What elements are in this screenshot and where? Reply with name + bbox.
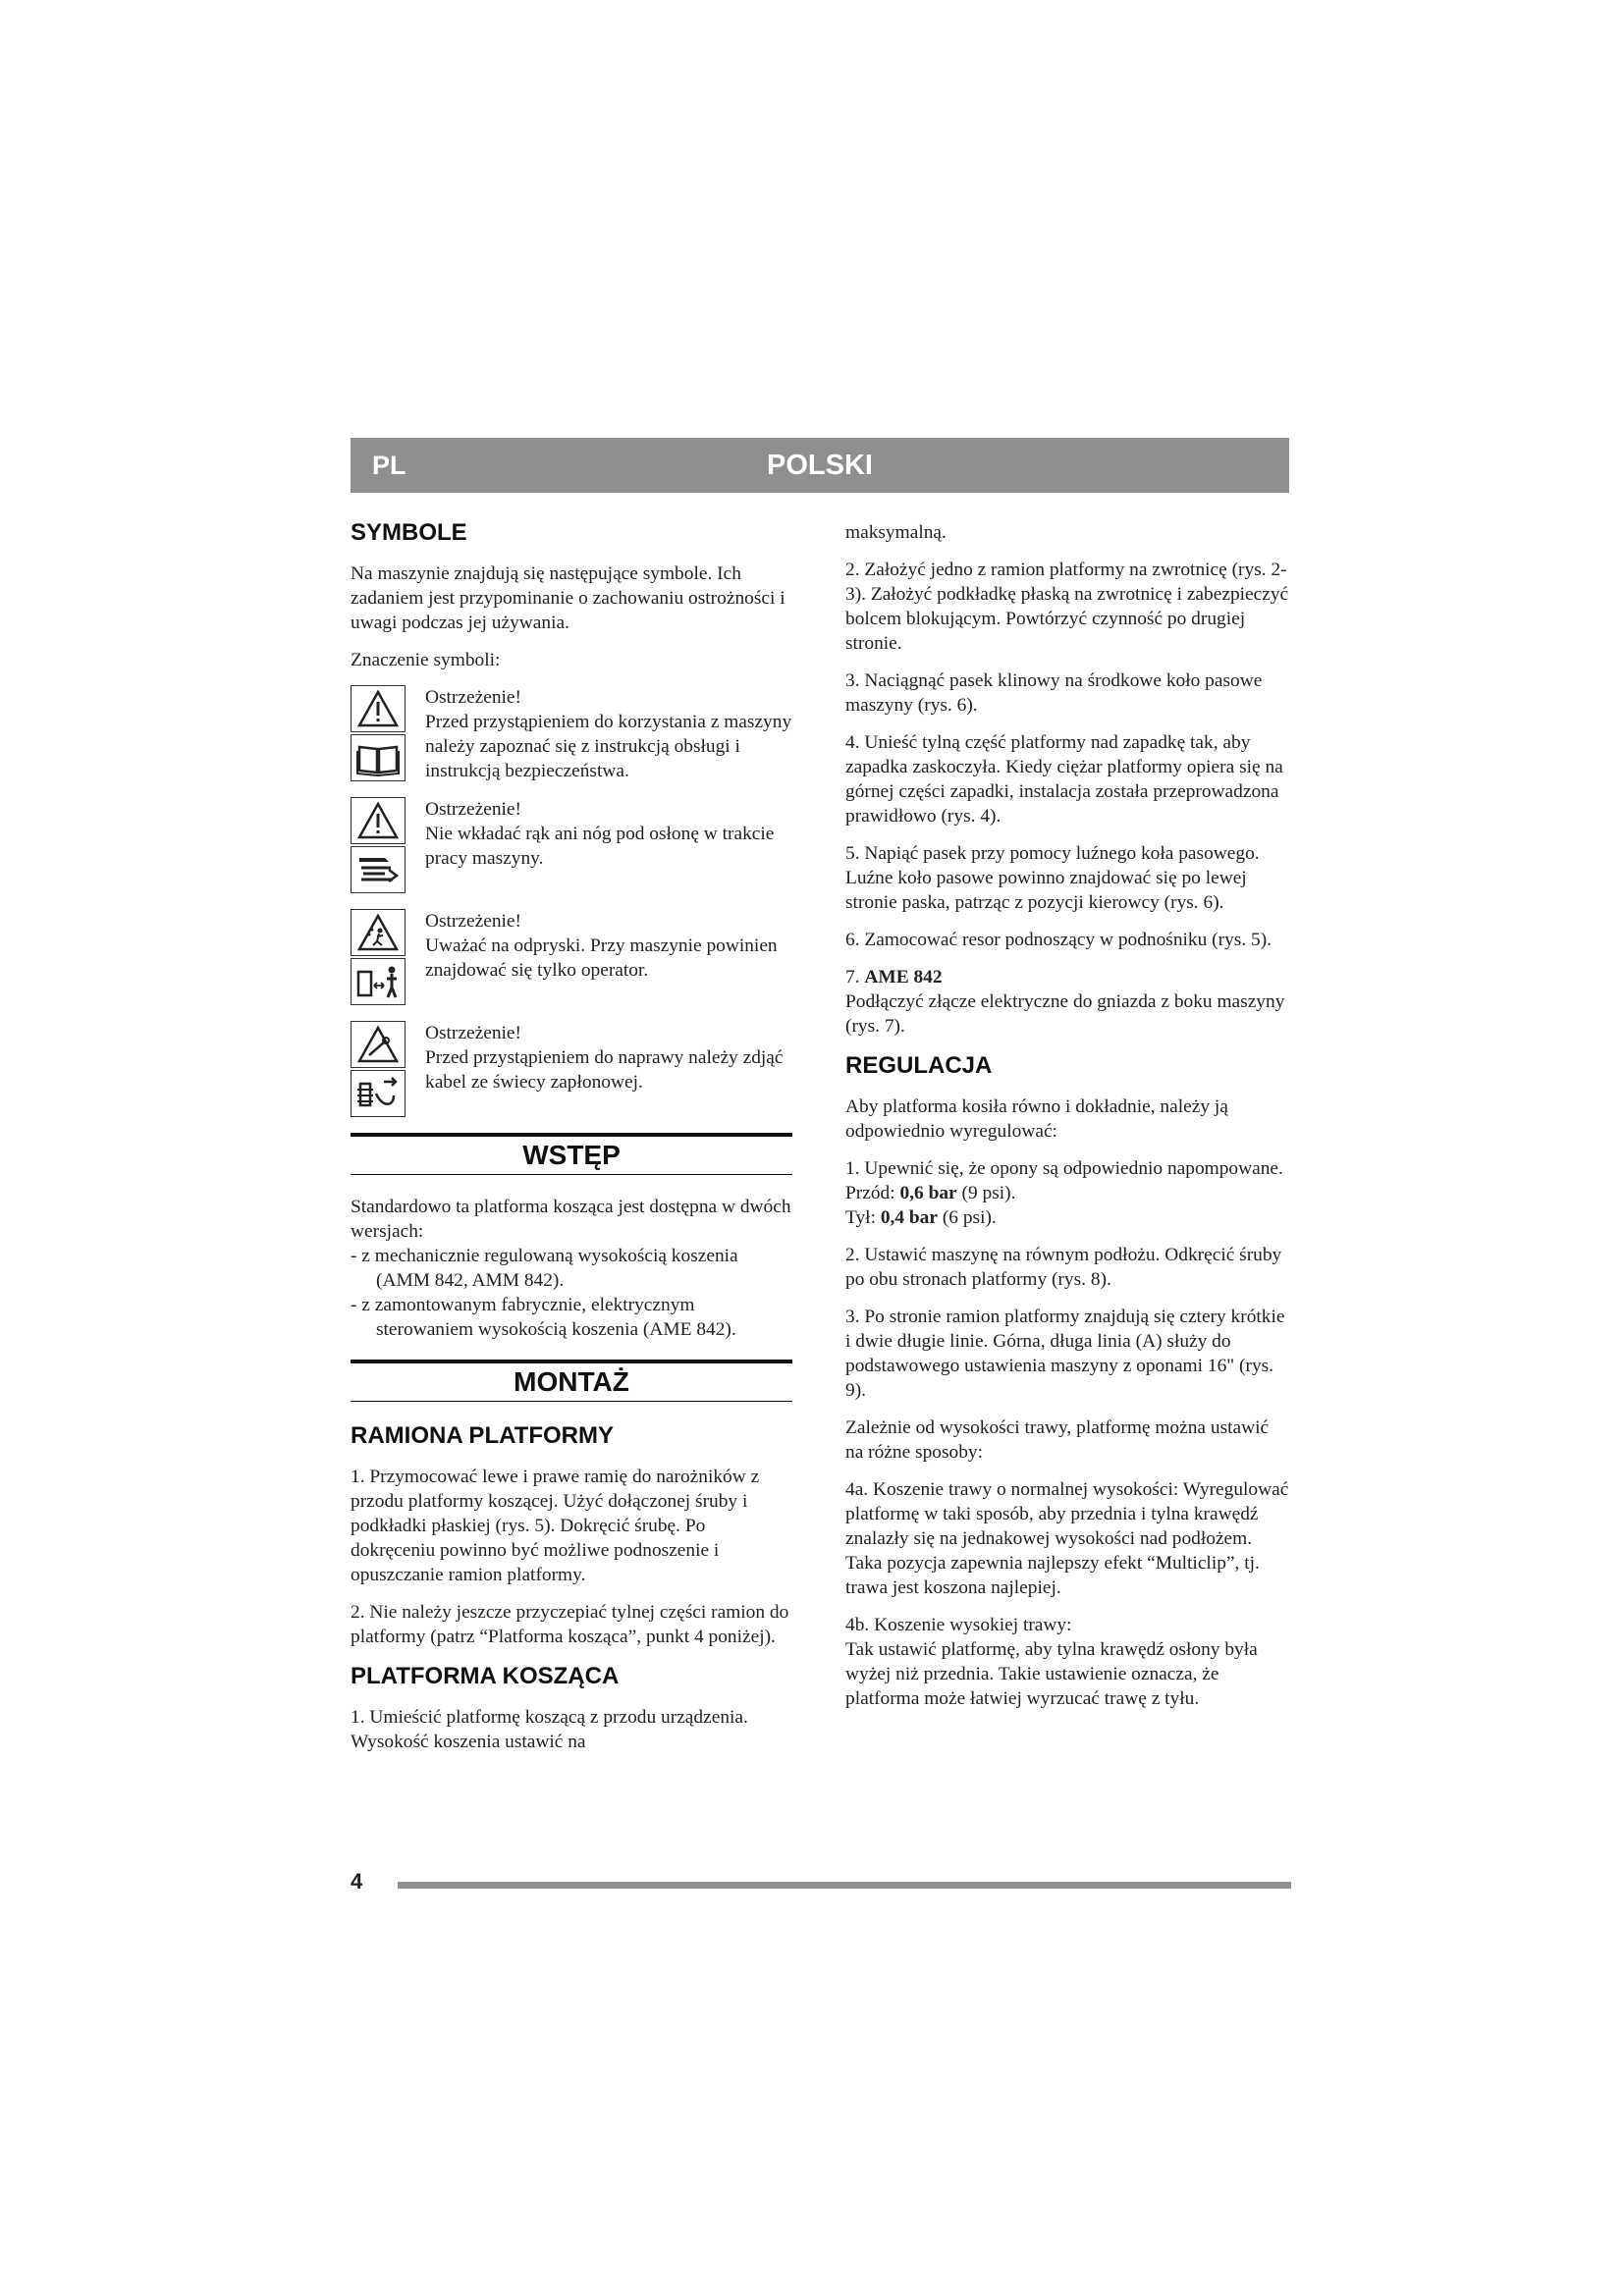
warning-triangle-icon xyxy=(351,685,406,732)
ramiona-heading: RAMIONA PLATFORMY xyxy=(351,1422,614,1449)
ramiona-paragraph: 1. Przymocować lewe i prawe ramię do narożników z przodu platformy koszącej. Użyć dołączonej śruby i podkładki płaskiej (rys. 5). Dokręcić śrubę. Po dokręceniu powinno być możliwe podnoszenie i opuszczanie ramion platformy. xyxy=(351,1467,760,1585)
wstep-item-2: - z zamontowanym fabrycznie, elektrycznym sterowaniem wysokością koszenia (AME 842). xyxy=(351,1295,736,1340)
front-psi: (9 psi). xyxy=(956,1183,1016,1203)
spark-plug-icon xyxy=(351,1070,406,1117)
front-pressure: 0,6 bar xyxy=(899,1183,957,1203)
symbole-heading: SYMBOLE xyxy=(351,519,467,546)
wstep-intro: Standardowo ta platforma kosząca jest dostępna w dwóch wersjach: xyxy=(351,1197,791,1242)
platforma-paragraph: 2. Założyć jedno z ramion platformy na zwrotnicę (rys. 2-3). Założyć podkładkę płaską na zwrotnicę i zabezpieczyć bolcem blokującym. Powtórzyć czynność po drugiej stronie. xyxy=(845,560,1289,654)
symbol-title: Ostrzeżenie! xyxy=(425,911,521,932)
step-text: Tak ustawić platformę, aby tylna krawędź osłony była wyżej niż przednia. Takie ustawienie oznacza, że platforma może łatwiej wyrzucać trawę z tyłu. xyxy=(845,1639,1258,1709)
footer-bar xyxy=(398,1882,1291,1889)
symbole-meaning: Znaczenie symboli: xyxy=(351,650,501,670)
regulacja-paragraph-1 xyxy=(845,1156,1289,1230)
page-number: 4 xyxy=(351,1869,363,1894)
wstep-item-1: - z mechanicznie regulowaną wysokością koszenia (AMM 842, AMM 842). xyxy=(351,1246,738,1291)
ramiona-paragraph: 2. Nie należy jeszcze przyczepiać tylnej części ramion do platformy (patrz “Platforma kosząca”, punkt 4 poniżej). xyxy=(351,1602,789,1647)
language-code: PL xyxy=(372,451,406,480)
right-column xyxy=(845,520,1289,1724)
step-title: 4b. Koszenie wysokiej trawy: xyxy=(845,1615,1072,1635)
platforma-paragraph: 4. Unieść tylną część platformy nad zapadkę tak, aby zapadka zaskoczyła. Kiedy ciężar platformy opiera się na górnej części zapadki, instalacja została przeprowadzona prawidłowo (rys. 4). xyxy=(845,732,1283,827)
step-number: 7. xyxy=(845,967,865,988)
symbol-item xyxy=(351,685,792,783)
manual-book-icon xyxy=(351,734,406,781)
language-title: POLSKI xyxy=(767,450,873,481)
symbol-text: Przed przystąpieniem do korzystania z maszyny należy zapoznać się z instrukcją obsługi i instrukcją bezpieczeństwa. xyxy=(425,712,792,781)
regulacja-paragraph: 4a. Koszenie trawy o normalnej wysokości: Wyregulować platformę w taki sposób, aby przednia i tylna krawędź znalazły się na jednakowej wysokości nad podłożem. Taka pozycja zapewnia najlepszy efekt “Multiclip”, tj. trawa jest koszona najlepiej. xyxy=(845,1479,1289,1598)
rear-psi: (6 psi). xyxy=(938,1207,997,1228)
symbol-title: Ostrzeżenie! xyxy=(425,799,521,820)
platforma-paragraph: 1. Umieścić platformę koszącą z przodu urządzenia. Wysokość koszenia ustawić na xyxy=(351,1707,748,1752)
symbol-text: Przed przystąpieniem do naprawy należy zdjąć kabel ze świecy zapłonowej. xyxy=(425,1047,784,1093)
symbol-item xyxy=(351,1021,792,1119)
front-label: Przód: xyxy=(845,1183,900,1203)
symbole-intro: Na maszynie znajdują się następujące symbole. Ich zadaniem jest przypominanie o zachowaniu ostrożności i uwagi podczas jej używania. xyxy=(351,563,785,633)
model-name: AME 842 xyxy=(864,967,943,988)
symbol-title: Ostrzeżenie! xyxy=(425,1023,521,1043)
step-text: Podłączyć złącze elektryczne do gniazda z boku maszyny (rys. 7). xyxy=(845,991,1285,1037)
platforma-paragraph-cont: maksymalną. xyxy=(845,522,947,543)
step-text: 1. Upewnić się, że opony są odpowiednio napompowane. xyxy=(845,1158,1283,1179)
regulacja-paragraph: 2. Ustawić maszynę na równym podłożu. Odkręcić śruby po obu stronach platformy (rys. 8). xyxy=(845,1245,1282,1290)
platforma-paragraph: 3. Naciągnąć pasek klinowy na środkowe koło pasowe maszyny (rys. 6). xyxy=(845,670,1263,716)
platforma-paragraph: 5. Napiąć pasek przy pomocy luźnego koła pasowego. Luźne koło pasowe powinno znajdować się po lewej stronie paska, patrząc z pozycji kierowcy (rys. 6). xyxy=(845,843,1260,913)
regulacja-intro: Aby platforma kosiła równo i dokładnie, należy ją odpowiednio wyregulować: xyxy=(845,1096,1228,1142)
language-header-bar xyxy=(351,438,1289,493)
regulacja-paragraph-4b xyxy=(845,1613,1289,1711)
platforma-paragraph: 6. Zamocować resor podnoszący w podnośniku (rys. 5). xyxy=(845,930,1272,950)
rear-label: Tył: xyxy=(845,1207,881,1228)
platforma-heading: PLATFORMA KOSZĄCA xyxy=(351,1663,620,1689)
symbol-item xyxy=(351,797,792,895)
wstep-heading: WSTĘP xyxy=(522,1140,621,1170)
warning-triangle-icon xyxy=(351,797,406,844)
rear-pressure: 0,4 bar xyxy=(880,1207,938,1228)
symbol-title: Ostrzeżenie! xyxy=(425,687,521,708)
symbol-item xyxy=(351,909,792,1007)
montaz-heading: MONTAŻ xyxy=(514,1366,629,1397)
symbol-text: Nie wkładać rąk ani nóg pod osłonę w trakcie pracy maszyny. xyxy=(425,824,775,869)
projectile-warning-icon xyxy=(351,909,406,956)
blade-hand-icon xyxy=(351,846,406,893)
symbol-text: Uważać na odpryski. Przy maszynie powinien znajdować się tylko operator. xyxy=(425,935,778,981)
regulacja-heading: REGULACJA xyxy=(845,1052,993,1079)
platforma-paragraph-7 xyxy=(845,965,1289,1039)
distance-person-icon xyxy=(351,958,406,1005)
wrench-warning-icon xyxy=(351,1021,406,1068)
regulacja-paragraph: Zależnie od wysokości trawy, platformę można ustawić na różne sposoby: xyxy=(845,1417,1270,1463)
left-column xyxy=(351,518,792,1767)
regulacja-paragraph: 3. Po stronie ramion platformy znajdują się cztery krótkie i dwie długie linie. Górna, długa linia (A) służy do podstawowego ustawienia maszyny z oponami 16" (rys. 9). xyxy=(845,1307,1285,1401)
